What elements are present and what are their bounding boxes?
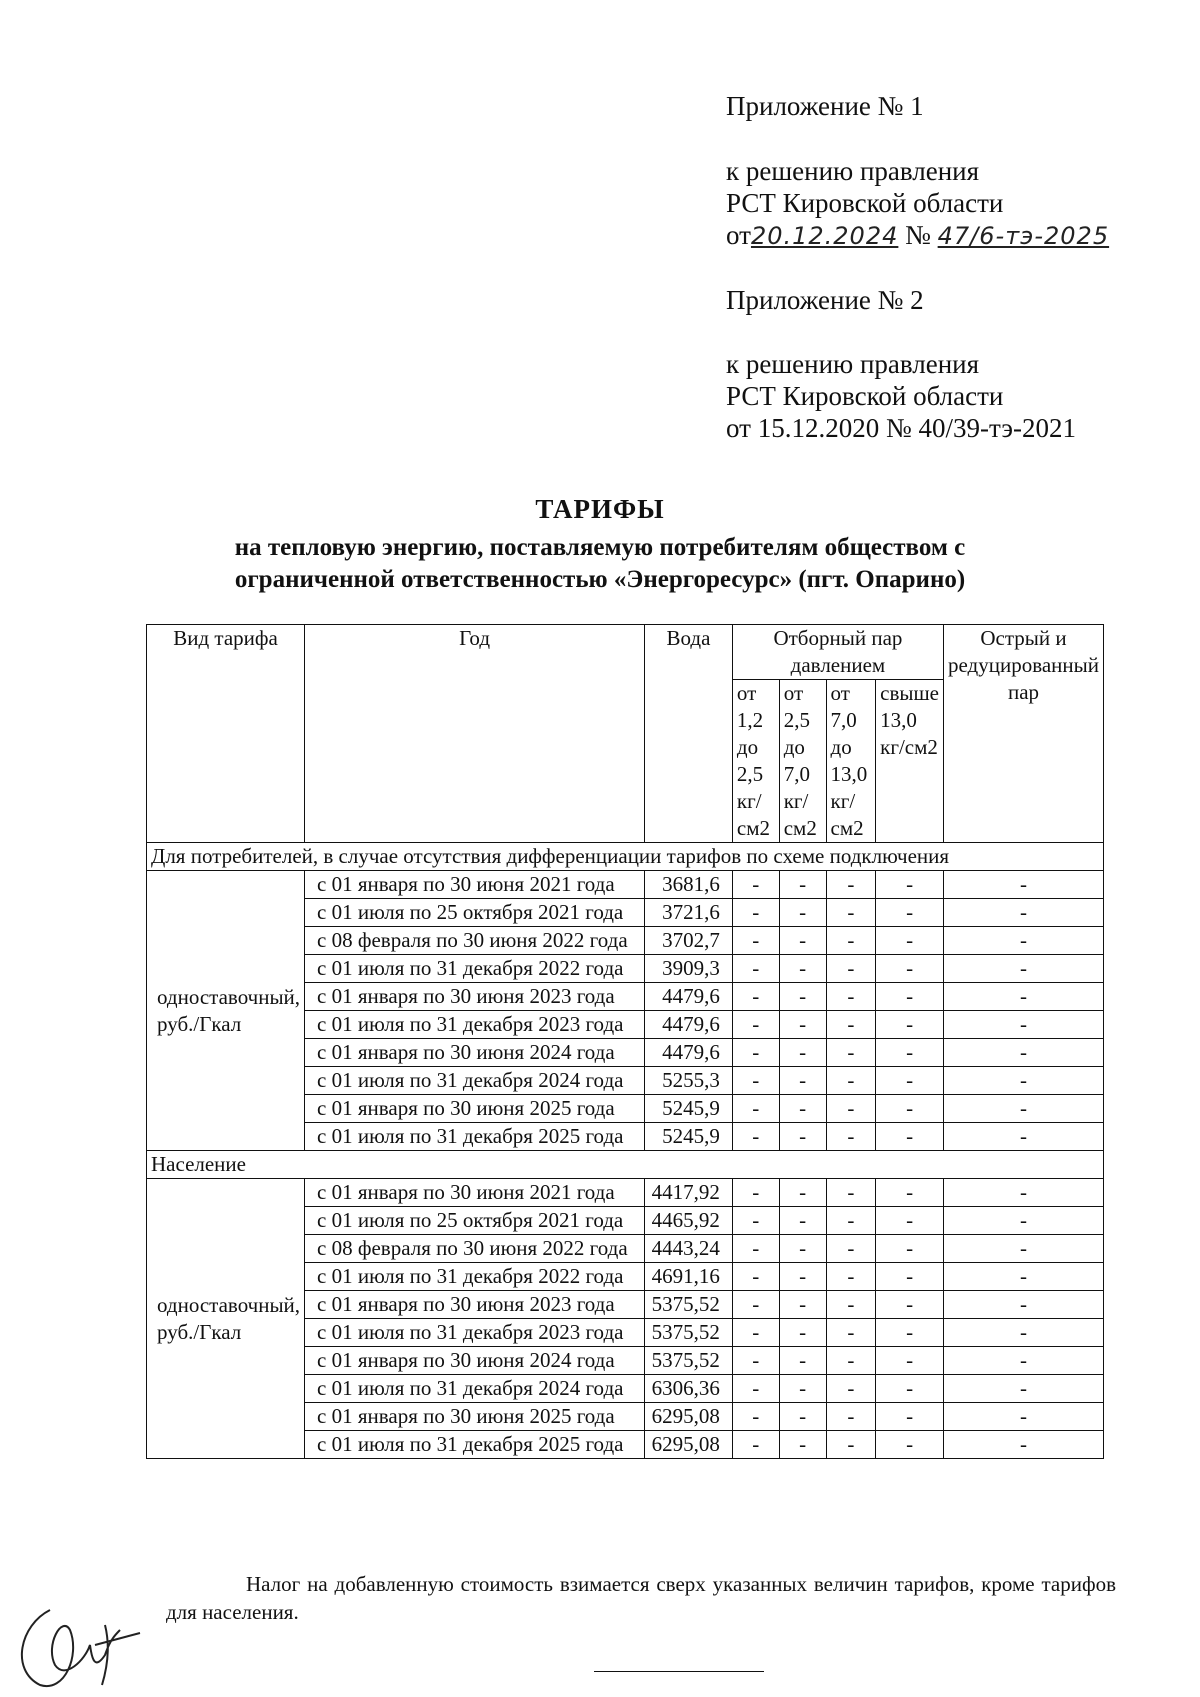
water-tariff-cell: 6295,08 [645, 1403, 733, 1431]
empty-tariff-cell: - [943, 1235, 1103, 1263]
appendix-1-handwritten-number: 47/6-тэ-2025 [937, 222, 1110, 250]
water-tariff-cell: 5245,9 [645, 1123, 733, 1151]
appendix-2-line2: РСТ Кировской области [726, 381, 1004, 411]
empty-tariff-cell: - [876, 1263, 944, 1291]
section-header-row [147, 1151, 1104, 1179]
water-tariff-cell: 3681,6 [645, 871, 733, 899]
water-tariff-cell: 3702,7 [645, 927, 733, 955]
empty-tariff-cell: - [876, 983, 944, 1011]
vat-note [166, 1570, 1116, 1626]
handwritten-signature [10, 1585, 160, 1695]
tariff-type-cell: одноставочный, руб./Гкал [147, 871, 305, 1151]
empty-tariff-cell: - [826, 1095, 876, 1123]
empty-tariff-cell: - [943, 1039, 1103, 1067]
tariff-table [146, 624, 1104, 1459]
appendix-1-date-line [726, 219, 1109, 252]
empty-tariff-cell: - [943, 1095, 1103, 1123]
water-tariff-cell: 4479,6 [645, 1011, 733, 1039]
empty-tariff-cell: - [732, 871, 779, 899]
empty-tariff-cell: - [779, 983, 826, 1011]
empty-tariff-cell: - [876, 1375, 944, 1403]
header-water: Вода [645, 625, 733, 843]
empty-tariff-cell: - [779, 1263, 826, 1291]
empty-tariff-cell: - [943, 955, 1103, 983]
appendix-2-details [726, 348, 1076, 444]
empty-tariff-cell: - [876, 955, 944, 983]
empty-tariff-cell: - [943, 1123, 1103, 1151]
empty-tariff-cell: - [732, 927, 779, 955]
empty-tariff-cell: - [732, 955, 779, 983]
empty-tariff-cell: - [779, 1067, 826, 1095]
appendix-1-num-sign: № [905, 220, 931, 250]
empty-tariff-cell: - [732, 1347, 779, 1375]
table-row [147, 1179, 1104, 1207]
empty-tariff-cell: - [943, 1347, 1103, 1375]
empty-tariff-cell: - [779, 1403, 826, 1431]
appendix-2-block [726, 284, 924, 316]
empty-tariff-cell: - [826, 899, 876, 927]
empty-tariff-cell: - [876, 899, 944, 927]
empty-tariff-cell: - [732, 1179, 779, 1207]
empty-tariff-cell: - [943, 1067, 1103, 1095]
appendix-2-line1: к решению правления [726, 349, 980, 379]
empty-tariff-cell: - [732, 1291, 779, 1319]
empty-tariff-cell: - [826, 1291, 876, 1319]
empty-tariff-cell: - [732, 1123, 779, 1151]
empty-tariff-cell: - [943, 1375, 1103, 1403]
empty-tariff-cell: - [876, 1123, 944, 1151]
period-cell: с 01 июля по 31 декабря 2024 года [305, 1375, 645, 1403]
empty-tariff-cell: - [779, 1347, 826, 1375]
empty-tariff-cell: - [826, 1263, 876, 1291]
empty-tariff-cell: - [943, 1263, 1103, 1291]
empty-tariff-cell: - [943, 899, 1103, 927]
empty-tariff-cell: - [779, 927, 826, 955]
table-header-row-1 [147, 625, 1104, 680]
empty-tariff-cell: - [943, 927, 1103, 955]
empty-tariff-cell: - [826, 1319, 876, 1347]
period-cell: с 01 июля по 31 декабря 2025 года [305, 1123, 645, 1151]
empty-tariff-cell: - [826, 983, 876, 1011]
empty-tariff-cell: - [779, 1039, 826, 1067]
empty-tariff-cell: - [732, 1235, 779, 1263]
empty-tariff-cell: - [779, 899, 826, 927]
empty-tariff-cell: - [826, 1207, 876, 1235]
header-year: Год [305, 625, 645, 843]
empty-tariff-cell: - [732, 983, 779, 1011]
header-pressure-1: от 1,2 до 2,5 кг/см2 [732, 680, 779, 843]
appendix-2-line3: от 15.12.2020 № 40/39-тэ-2021 [726, 413, 1076, 443]
empty-tariff-cell: - [732, 1403, 779, 1431]
period-cell: с 01 июля по 31 декабря 2023 года [305, 1319, 645, 1347]
empty-tariff-cell: - [732, 1095, 779, 1123]
empty-tariff-cell: - [826, 1403, 876, 1431]
empty-tariff-cell: - [826, 927, 876, 955]
empty-tariff-cell: - [779, 1123, 826, 1151]
period-cell: с 01 января по 30 июня 2024 года [305, 1039, 645, 1067]
empty-tariff-cell: - [943, 1319, 1103, 1347]
empty-tariff-cell: - [876, 1431, 944, 1459]
water-tariff-cell: 4479,6 [645, 1039, 733, 1067]
period-cell: с 01 июля по 31 декабря 2022 года [305, 1263, 645, 1291]
empty-tariff-cell: - [826, 1123, 876, 1151]
empty-tariff-cell: - [826, 1067, 876, 1095]
appendix-1-handwritten-date: 20.12.2024 [750, 222, 899, 250]
appendix-1-line2: РСТ Кировской области [726, 188, 1004, 218]
empty-tariff-cell: - [779, 1011, 826, 1039]
period-cell: с 01 июля по 31 декабря 2023 года [305, 1011, 645, 1039]
empty-tariff-cell: - [876, 1319, 944, 1347]
period-cell: с 01 июля по 25 октября 2021 года [305, 1207, 645, 1235]
period-cell: с 01 января по 30 июня 2021 года [305, 1179, 645, 1207]
period-cell: с 01 июля по 31 декабря 2025 года [305, 1431, 645, 1459]
appendix-1-details [726, 155, 1109, 252]
empty-tariff-cell: - [732, 1319, 779, 1347]
period-cell: с 01 января по 30 июня 2025 года [305, 1403, 645, 1431]
empty-tariff-cell: - [826, 1179, 876, 1207]
empty-tariff-cell: - [876, 1067, 944, 1095]
empty-tariff-cell: - [732, 1375, 779, 1403]
period-cell: с 01 июля по 31 декабря 2024 года [305, 1067, 645, 1095]
empty-tariff-cell: - [876, 1179, 944, 1207]
empty-tariff-cell: - [943, 1179, 1103, 1207]
empty-tariff-cell: - [876, 1347, 944, 1375]
empty-tariff-cell: - [876, 1011, 944, 1039]
empty-tariff-cell: - [732, 899, 779, 927]
empty-tariff-cell: - [779, 1291, 826, 1319]
empty-tariff-cell: - [826, 1431, 876, 1459]
water-tariff-cell: 5245,9 [645, 1095, 733, 1123]
section-title: Для потребителей, в случае отсутствия дифференциации тарифов по схеме подключения [147, 843, 1104, 871]
header-pressure-4: свыше 13,0 кг/см2 [876, 680, 944, 843]
period-cell: с 01 января по 30 июня 2025 года [305, 1095, 645, 1123]
empty-tariff-cell: - [876, 1207, 944, 1235]
water-tariff-cell: 4443,24 [645, 1235, 733, 1263]
appendix-1-line1: к решению правления [726, 156, 980, 186]
vat-note-text: Налог на добавленную стоимость взимается сверх указанных величин тарифов, кроме тарифов для населения. [166, 1572, 1116, 1624]
document-title: ТАРИФЫ [535, 494, 665, 524]
period-cell: с 01 июля по 25 октября 2021 года [305, 899, 645, 927]
water-tariff-cell: 6295,08 [645, 1431, 733, 1459]
empty-tariff-cell: - [732, 1431, 779, 1459]
empty-tariff-cell: - [876, 1039, 944, 1067]
period-cell: с 01 июля по 31 декабря 2022 года [305, 955, 645, 983]
water-tariff-cell: 5255,3 [645, 1067, 733, 1095]
appendix-1-date-prefix: от [726, 220, 751, 250]
period-cell: с 01 января по 30 июня 2021 года [305, 871, 645, 899]
empty-tariff-cell: - [876, 871, 944, 899]
header-sharp-steam: Острый и редуцированный пар [943, 625, 1103, 843]
empty-tariff-cell: - [943, 1011, 1103, 1039]
subtitle-line-1: на тепловую энергию, поставляемую потребителям обществом с [234, 534, 966, 561]
empty-tariff-cell: - [779, 871, 826, 899]
empty-tariff-cell: - [779, 1235, 826, 1263]
period-cell: с 08 февраля по 30 июня 2022 года [305, 927, 645, 955]
empty-tariff-cell: - [732, 1263, 779, 1291]
empty-tariff-cell: - [943, 983, 1103, 1011]
water-tariff-cell: 4417,92 [645, 1179, 733, 1207]
empty-tariff-cell: - [779, 1431, 826, 1459]
subtitle-line-2: ограниченной ответственностью «Энергоресурс» (пгт. Опарино) [234, 566, 966, 593]
empty-tariff-cell: - [732, 1067, 779, 1095]
empty-tariff-cell: - [826, 1347, 876, 1375]
water-tariff-cell: 5375,52 [645, 1319, 733, 1347]
empty-tariff-cell: - [876, 1235, 944, 1263]
water-tariff-cell: 5375,52 [645, 1347, 733, 1375]
period-cell: с 01 января по 30 июня 2024 года [305, 1347, 645, 1375]
water-tariff-cell: 4691,16 [645, 1263, 733, 1291]
header-pressure-2: от 2,5 до 7,0 кг/см2 [779, 680, 826, 843]
water-tariff-cell: 3909,3 [645, 955, 733, 983]
appendix-2-title: Приложение № 2 [726, 285, 924, 315]
empty-tariff-cell: - [826, 1235, 876, 1263]
water-tariff-cell: 5375,52 [645, 1291, 733, 1319]
appendix-1-block [726, 90, 924, 122]
closing-rule [594, 1671, 764, 1672]
water-tariff-cell: 4465,92 [645, 1207, 733, 1235]
header-tariff-type: Вид тарифа [147, 625, 305, 843]
empty-tariff-cell: - [943, 1403, 1103, 1431]
section-title: Население [147, 1151, 1104, 1179]
period-cell: с 01 января по 30 июня 2023 года [305, 1291, 645, 1319]
header-pressure-3: от 7,0 до 13,0 кг/см2 [826, 680, 876, 843]
empty-tariff-cell: - [779, 955, 826, 983]
empty-tariff-cell: - [943, 871, 1103, 899]
empty-tariff-cell: - [943, 1431, 1103, 1459]
period-cell: с 01 января по 30 июня 2023 года [305, 983, 645, 1011]
empty-tariff-cell: - [779, 1207, 826, 1235]
tariff-type-cell: одноставочный, руб./Гкал [147, 1179, 305, 1459]
empty-tariff-cell: - [943, 1291, 1103, 1319]
header-steam-group: Отборный пар давлением [732, 625, 943, 680]
section-header-row [147, 843, 1104, 871]
empty-tariff-cell: - [826, 1011, 876, 1039]
empty-tariff-cell: - [779, 1179, 826, 1207]
empty-tariff-cell: - [826, 1375, 876, 1403]
empty-tariff-cell: - [826, 1039, 876, 1067]
empty-tariff-cell: - [732, 1011, 779, 1039]
empty-tariff-cell: - [826, 955, 876, 983]
appendix-1-title: Приложение № 1 [726, 91, 924, 121]
period-cell: с 08 февраля по 30 июня 2022 года [305, 1235, 645, 1263]
empty-tariff-cell: - [876, 1095, 944, 1123]
empty-tariff-cell: - [732, 1039, 779, 1067]
table-row [147, 871, 1104, 899]
water-tariff-cell: 4479,6 [645, 983, 733, 1011]
empty-tariff-cell: - [826, 871, 876, 899]
document-subtitle [0, 532, 1200, 596]
empty-tariff-cell: - [876, 1403, 944, 1431]
empty-tariff-cell: - [779, 1375, 826, 1403]
empty-tariff-cell: - [779, 1095, 826, 1123]
empty-tariff-cell: - [876, 1291, 944, 1319]
empty-tariff-cell: - [943, 1207, 1103, 1235]
water-tariff-cell: 3721,6 [645, 899, 733, 927]
empty-tariff-cell: - [732, 1207, 779, 1235]
empty-tariff-cell: - [779, 1319, 826, 1347]
water-tariff-cell: 6306,36 [645, 1375, 733, 1403]
empty-tariff-cell: - [876, 927, 944, 955]
